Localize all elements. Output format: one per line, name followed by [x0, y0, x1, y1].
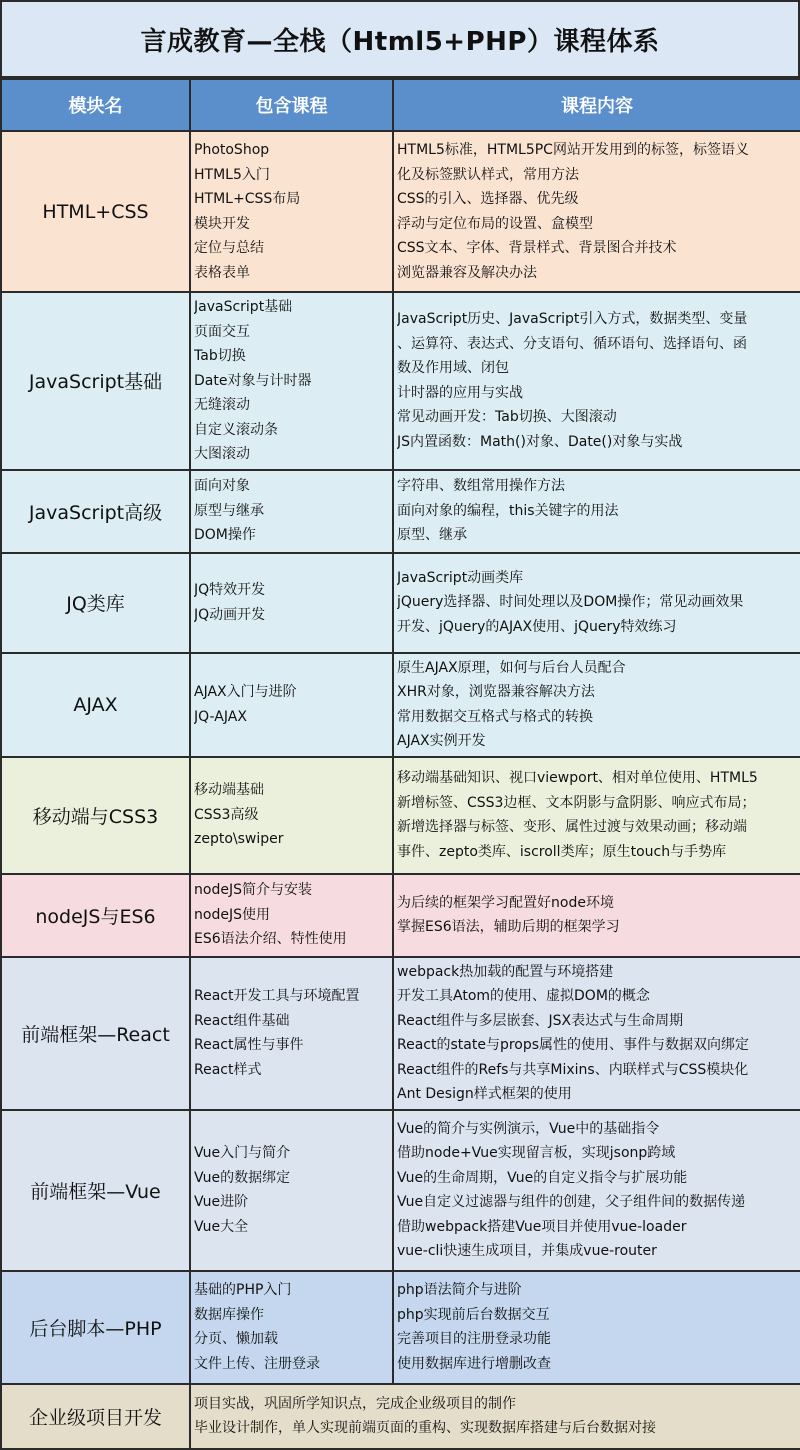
course-item: JQ动画开发	[194, 606, 266, 623]
module-name: 前端框架—Vue	[1, 1110, 190, 1271]
course-list	[190, 1271, 393, 1384]
page-title: 言成教育—全栈（Html5+PHP）课程体系	[0, 0, 800, 78]
content-line: XHR对象，浏览器兼容解决方法	[397, 684, 595, 700]
content-line: React的state与props属性的使用、事件与数据双向绑定	[397, 1037, 750, 1053]
content-line: 借助node+Vue实现留言板，实现jsonp跨域	[397, 1145, 676, 1161]
content-list	[393, 553, 800, 653]
course-item: Vue大全	[194, 1218, 249, 1235]
content-line: Vue的简介与实例演示，Vue中的基础指令	[397, 1120, 660, 1137]
course-item: 数据库操作	[194, 1306, 264, 1323]
course-item: Vue进阶	[194, 1194, 249, 1210]
module-name: JQ类库	[1, 553, 190, 653]
content-line: 原生AJAX原理，如何与后台人员配合	[397, 659, 626, 676]
course-item: 基础的PHP入门	[194, 1282, 292, 1298]
content-line: 新增标签、CSS3边框、文本阴影与盒阴影、响应式布局；	[397, 794, 756, 811]
module-name: JavaScript基础	[1, 292, 190, 470]
content-line: 为后续的框架学习配置好node环境	[397, 894, 614, 911]
module-name: 企业级项目开发	[1, 1384, 190, 1449]
content-line: Vue自定义过滤器与组件的创建，父子组件间的数据传递	[397, 1194, 746, 1210]
course-item: HTML5入门	[194, 166, 270, 183]
course-item: HTML+CSS布局	[194, 191, 301, 207]
content-line: Ant Design样式框架的使用	[397, 1086, 572, 1102]
course-item: 面向对象	[194, 478, 250, 495]
content-line: 常用数据交互格式与格式的转换	[397, 708, 593, 725]
course-item: 定位与总结	[194, 240, 264, 256]
column-header-module: 模块名	[1, 79, 190, 131]
course-item: 页面交互	[194, 323, 250, 340]
content-list	[393, 653, 800, 757]
course-item: 大图滚动	[194, 446, 250, 462]
course-table	[0, 78, 800, 1450]
content-line: php实现前后台数据交互	[397, 1306, 550, 1323]
course-item: JQ特效开发	[194, 582, 266, 598]
table-row	[1, 1110, 800, 1271]
content-line: AJAX实例开发	[397, 733, 486, 749]
table-row	[1, 757, 800, 874]
course-item: React开发工具与环境配置	[194, 988, 360, 1004]
module-name: JavaScript高级	[1, 470, 190, 553]
content-line: React组件与多层嵌套、JSX表达式与生命周期	[397, 1012, 684, 1029]
content-line: 完善项目的注册登录功能	[397, 1331, 551, 1347]
course-item: Tab切换	[194, 348, 246, 364]
module-name: 移动端与CSS3	[1, 757, 190, 874]
table-row	[1, 292, 800, 470]
column-header-content: 课程内容	[393, 79, 800, 131]
course-item: 自定义滚动条	[194, 421, 278, 438]
content-line: 开发、jQuery的AJAX使用、jQuery特效练习	[397, 618, 677, 635]
table-row	[1, 1271, 800, 1384]
course-item: PhotoShop	[194, 142, 270, 158]
course-list	[190, 470, 393, 553]
column-header-courses: 包含课程	[190, 79, 393, 131]
course-item: 表格表单	[194, 264, 250, 281]
content-line: CSS文本、字体、背景样式、背景图合并技术	[397, 240, 677, 256]
table-header-row	[1, 79, 800, 131]
course-item: CSS3高级	[194, 806, 259, 823]
course-item: Date对象与计时器	[194, 372, 312, 389]
content-list	[393, 131, 800, 292]
content-line: 事件、zepto类库、iscroll类库；原生touch与手势库	[397, 843, 727, 860]
course-item: React属性与事件	[194, 1037, 304, 1053]
course-item: nodeJS简介与安装	[194, 882, 312, 899]
table-row	[1, 131, 800, 292]
course-item: Vue入门与简介	[194, 1145, 291, 1161]
module-name: nodeJS与ES6	[1, 874, 190, 957]
content-line: 毕业设计制作，单人实现前端页面的重构、实现数据库搭建与后台数据对接	[194, 1420, 656, 1436]
table-row	[1, 957, 800, 1110]
content-list	[393, 757, 800, 874]
content-line: 、运算符、表达式、分支语句、循环语句、选择语句、函	[397, 335, 747, 352]
content-list	[393, 292, 800, 470]
table-row	[1, 653, 800, 757]
content-line: Vue的生命周期，Vue的自定义指令与扩展功能	[397, 1169, 688, 1186]
content-line: 开发工具Atom的使用、虚拟DOM的概念	[397, 988, 650, 1004]
content-line: 借助webpack搭建Vue项目并使用vue-loader	[397, 1218, 687, 1235]
course-item: 原型与继承	[194, 502, 264, 519]
course-item: 无缝滚动	[194, 397, 250, 413]
content-line: 移动端基础知识、视口viewport、相对单位使用、HTML5	[397, 770, 758, 786]
content-line: React组件的Refs与共享Mixins、内联样式与CSS模块化	[397, 1061, 749, 1078]
module-name: 前端框架—React	[1, 957, 190, 1110]
course-item: zepto\swiper	[194, 831, 284, 848]
course-item: 模块开发	[194, 215, 250, 232]
course-item: AJAX入门与进阶	[194, 684, 297, 700]
content-line: 面向对象的编程，this关键字的用法	[397, 502, 619, 519]
course-item: JavaScript基础	[194, 299, 293, 315]
course-list	[190, 957, 393, 1110]
course-item: DOM操作	[194, 527, 256, 544]
content-line: 浏览器兼容及解决办法	[397, 264, 537, 281]
content-line: vue-cli快速生成项目，并集成vue-router	[397, 1243, 657, 1259]
table-row	[1, 874, 800, 957]
content-line: 数及作用域、闭包	[397, 360, 509, 377]
course-item: JQ-AJAX	[194, 708, 247, 725]
content-line: webpack热加载的配置与环境搭建	[397, 963, 614, 980]
content-list	[393, 957, 800, 1110]
content-line: 化及标签默认样式，常用方法	[397, 166, 579, 183]
course-item: React样式	[194, 1061, 262, 1078]
course-list	[190, 553, 393, 653]
course-item: nodeJS使用	[194, 906, 270, 923]
course-item: React组件基础	[194, 1012, 290, 1029]
content-line: 字符串、数组常用操作方法	[397, 478, 565, 495]
content-line: 浮动与定位布局的设置、盒模型	[397, 215, 593, 232]
content-line: php语法简介与进阶	[397, 1282, 522, 1298]
content-list	[393, 1271, 800, 1384]
course-item: 分页、懒加载	[194, 1331, 278, 1347]
content-line: CSS的引入、选择器、优先级	[397, 191, 579, 207]
content-line: JavaScript历史、JavaScript引入方式，数据类型、变量	[397, 311, 748, 328]
course-list	[190, 757, 393, 874]
content-list	[393, 874, 800, 957]
content-line: JS内置函数：Math()对象、Date()对象与实战	[397, 433, 683, 450]
course-list	[190, 131, 393, 292]
content-list	[393, 470, 800, 553]
content-line: jQuery选择器、时间处理以及DOM操作；常见动画效果	[397, 594, 744, 611]
module-name: 后台脚本—PHP	[1, 1271, 190, 1384]
table-row	[1, 470, 800, 553]
content-line: 新增选择器与标签、变形、属性过渡与效果动画；移动端	[397, 819, 747, 835]
course-item: Vue的数据绑定	[194, 1169, 291, 1186]
course-list	[190, 292, 393, 470]
module-name: HTML+CSS	[1, 131, 190, 292]
content-line: 原型、继承	[397, 527, 467, 544]
content-line: 项目实战，巩固所学知识点，完成企业级项目的制作	[194, 1395, 516, 1412]
content-list	[393, 1110, 800, 1271]
content-line: 掌握ES6语法，辅助后期的框架学习	[397, 919, 620, 935]
course-item: ES6语法介绍、特性使用	[194, 931, 347, 948]
content-line: HTML5标准，HTML5PC网站开发用到的标签，标签语义	[397, 142, 749, 158]
course-item: 移动端基础	[194, 782, 264, 799]
content-line: 使用数据库进行增删改查	[397, 1355, 551, 1372]
course-list	[190, 653, 393, 757]
content-line: JavaScript动画类库	[397, 569, 524, 586]
module-name: AJAX	[1, 653, 190, 757]
course-item: 文件上传、注册登录	[194, 1355, 320, 1372]
content-line: 常见动画开发：Tab切换、大图滚动	[397, 409, 617, 426]
content-line: 计时器的应用与实战	[397, 384, 523, 401]
course-list	[190, 1110, 393, 1271]
course-list	[190, 874, 393, 957]
table-row	[1, 553, 800, 653]
